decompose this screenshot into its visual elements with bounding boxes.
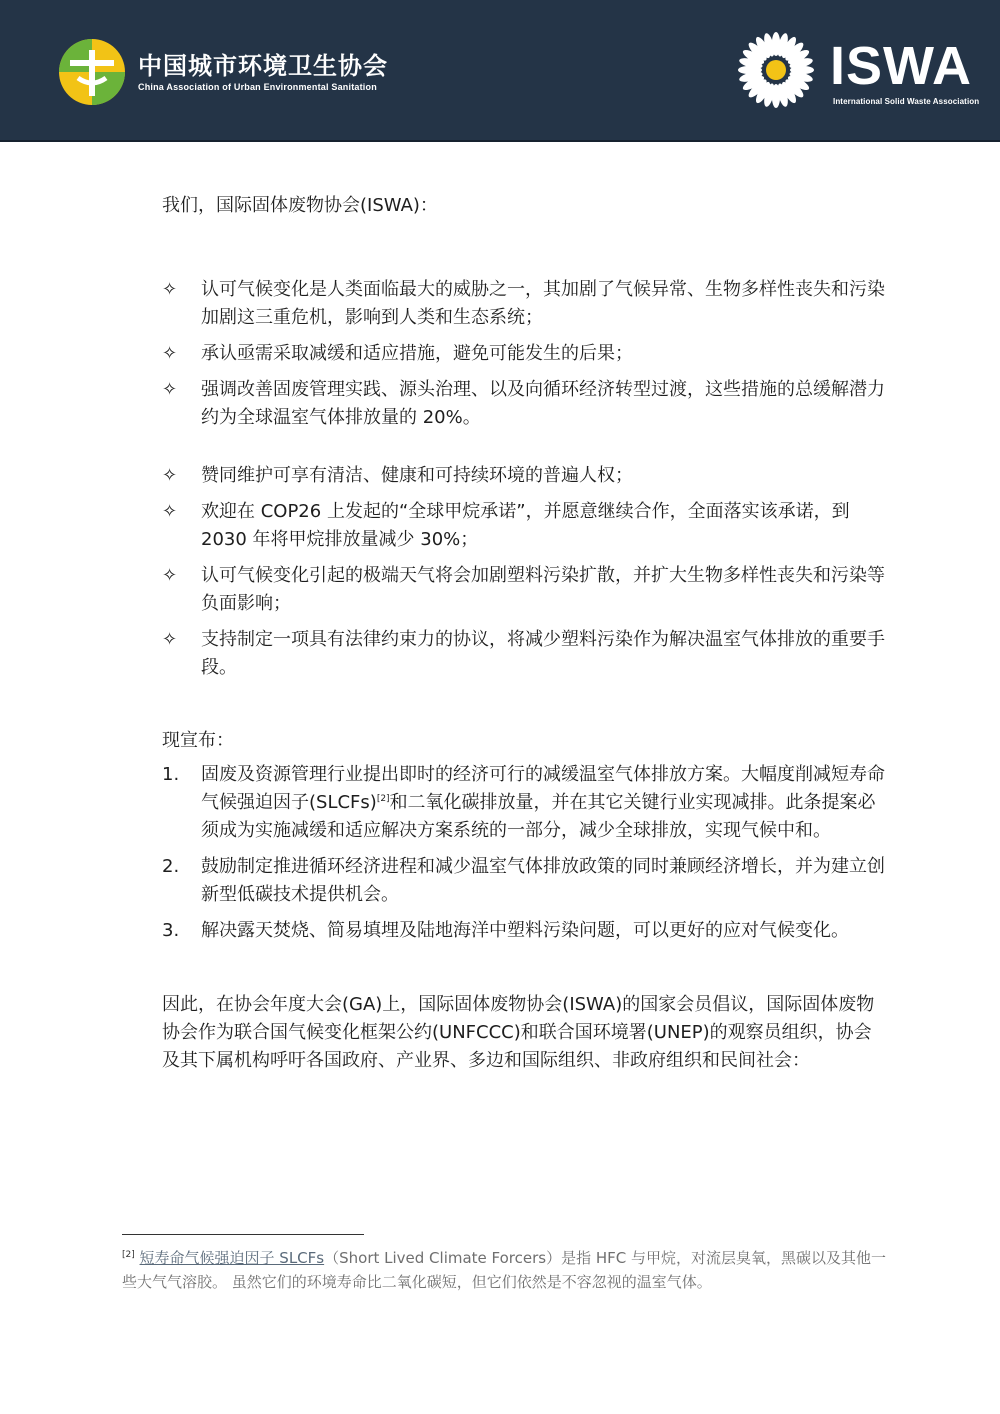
item-number: 2. — [162, 856, 180, 877]
bullet-list-1 — [162, 276, 887, 432]
bullet-item — [162, 498, 887, 554]
item-text: 解决露天焚烧、简易填埋及陆地海洋中塑料污染问题，可以更好的应对气候变化。 — [201, 920, 849, 941]
iswa-wordmark: ISWA — [830, 36, 973, 96]
bullet-item — [162, 340, 887, 368]
caues-name-block — [138, 52, 388, 92]
bullet-text: 强调改善固废管理实践、源头治理、以及向循环经济转型过渡，这些措施的总缓解潜力约为全球温室气体排放量的 20%。 — [201, 379, 885, 428]
item-text-cont: 和二氧化碳排放量，并在其它关键行业实现减排。此条提案必须成为实施减缓和适应解决方案系统的一部分，减少全球排放，实现气候中和。 — [201, 792, 876, 841]
sparkle-icon: ✧ — [162, 343, 178, 364]
caues-logo-icon — [58, 38, 126, 106]
bullet-list-2 — [162, 462, 887, 682]
bullet-item — [162, 376, 887, 432]
sparkle-icon: ✧ — [162, 379, 178, 400]
sparkle-icon: ✧ — [162, 565, 178, 586]
bullet-text: 支持制定一项具有法律约束力的协议，将减少塑料污染作为解决温室气体排放的重要手段。 — [201, 629, 885, 678]
bullet-text: 欢迎在 COP26 上发起的“全球甲烷承诺”，并愿意继续合作，全面落实该承诺，到 2030 年将甲烷排放量减少 30%； — [201, 501, 850, 550]
footnote-ref[interactable]: [2] — [376, 794, 390, 804]
footnote-marker: [2] — [122, 1250, 135, 1260]
numbered-list — [162, 761, 887, 945]
numbered-item — [162, 853, 887, 909]
bullet-item — [162, 462, 887, 490]
footnote-divider — [122, 1234, 364, 1235]
caues-name-cn: 中国城市环境卫生协会 — [138, 51, 388, 80]
declare-heading: 现宣布： — [162, 730, 234, 751]
item-number: 1. — [162, 764, 180, 785]
bullet-text: 认可气候变化是人类面临最大的威胁之一，其加剧了气候异常、生物多样性丧失和污染加剧这三重危机，影响到人类和生态系统； — [201, 279, 885, 328]
sparkle-icon: ✧ — [162, 465, 178, 486]
numbered-item — [162, 761, 887, 845]
footnote-term-link[interactable]: 短寿命气候强迫因子 SLCFs — [139, 1249, 325, 1267]
closing-paragraph: 因此，在协会年度大会(GA)上，国际固体废物协会(ISWA)的国家会员倡议，国际固体废物协会作为联合国气候变化框架公约(UNFCCC)和联合国环境署(UNEP)的观察员组织，协会及其下属机构呼吁各国政府、产业界、多边和国际组织、非政府组织和民间社会： — [162, 994, 875, 1071]
numbered-item — [162, 917, 887, 945]
intro-paragraph: 我们，国际固体废物协会(ISWA)： — [162, 195, 438, 216]
bullet-text: 赞同维护可享有清洁、健康和可持续环境的普遍人权； — [201, 465, 633, 486]
document-body — [162, 192, 887, 1075]
sparkle-icon: ✧ — [162, 279, 178, 300]
bullet-item — [162, 562, 887, 618]
bullet-text: 认可气候变化引起的极端天气将会加剧塑料污染扩散，并扩大生物多样性丧失和污染等负面影响； — [201, 565, 885, 614]
item-text: 鼓励制定推进循环经济进程和减少温室气体排放政策的同时兼顾经济增长，并为建立创新型低碳技术提供机会。 — [201, 856, 885, 905]
header-banner — [0, 0, 1000, 142]
caues-name-en: China Association of Urban Environmental Sanitation — [138, 82, 377, 92]
bullet-item — [162, 626, 887, 682]
spacer — [162, 440, 887, 462]
iswa-subtitle: International Solid Waste Association — [833, 97, 980, 106]
sparkle-icon: ✧ — [162, 629, 178, 650]
flower-logo-icon — [736, 30, 816, 110]
item-text: 固废及资源管理行业提出即时的经济可行的减缓温室气体排放方案。大幅度削减短寿命气候强迫因子(SLCFs) — [201, 764, 885, 813]
bullet-text: 承认亟需采取减缓和适应措施，避免可能发生的后果； — [201, 343, 633, 364]
item-number: 3. — [162, 920, 180, 941]
footnote-text: （Short Lived Climate Forcers）是指 HFC 与甲烷，对流层臭氧，黑碳以及其他一些大气气溶胶。 虽然它们的环境寿命比二氧化碳短，但它们依然是不容忽视的温室气体。 — [122, 1249, 887, 1291]
footnote — [122, 1246, 892, 1294]
bullet-item — [162, 276, 887, 332]
sparkle-icon: ✧ — [162, 501, 178, 522]
